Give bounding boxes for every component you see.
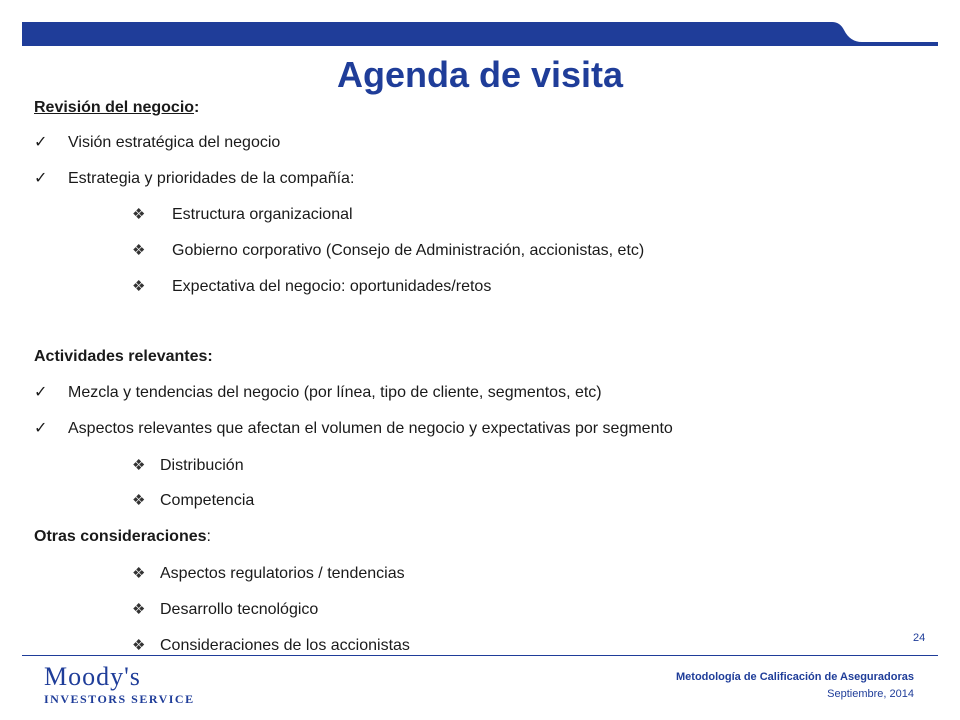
page-title: Agenda de visita bbox=[336, 54, 624, 95]
four-diamond-bullet-icon: ❖ bbox=[132, 565, 146, 582]
section-heading-revision: Revisión del negocio: bbox=[34, 99, 200, 116]
sub-list-item: ❖ Desarrollo tecnológico bbox=[132, 601, 319, 618]
sub-list-item: ❖ Aspectos regulatorios / tendencias bbox=[132, 565, 405, 582]
four-diamond-bullet-icon: ❖ bbox=[132, 637, 146, 654]
sub-list-item: ❖ Estructura organizacional bbox=[132, 206, 353, 223]
footer-divider bbox=[22, 655, 938, 656]
four-diamond-bullet-icon: ❖ bbox=[132, 278, 146, 295]
list-item: ✓ Estrategia y prioridades de la compañía: bbox=[34, 170, 355, 187]
sub-list-item: ❖ Gobierno corporativo (Consejo de Administración, accionistas, etc) bbox=[132, 242, 645, 259]
list-item: ✓ Visión estratégica del negocio bbox=[34, 134, 281, 151]
sub-list-item: ❖ Consideraciones de los accionistas bbox=[132, 637, 410, 654]
list-item: ✓ Aspectos relevantes que afectan el volumen de negocio y expectativas por segmento bbox=[34, 420, 673, 437]
checkmark-icon: ✓ bbox=[34, 420, 48, 437]
logo-wordmark: Moody's bbox=[44, 662, 141, 691]
four-diamond-bullet-icon: ❖ bbox=[132, 492, 146, 509]
section-heading-actividades: Actividades relevantes: bbox=[34, 348, 213, 365]
checkmark-icon: ✓ bbox=[34, 134, 48, 151]
list-item: ✓ Mezcla y tendencias del negocio (por línea, tipo de cliente, segmentos, etc) bbox=[34, 384, 602, 401]
sub-list-item: ❖ Competencia bbox=[132, 492, 255, 509]
four-diamond-bullet-icon: ❖ bbox=[132, 457, 146, 474]
four-diamond-bullet-icon: ❖ bbox=[132, 206, 146, 223]
checkmark-icon: ✓ bbox=[34, 384, 48, 401]
footer-date: Septiembre, 2014 bbox=[827, 688, 914, 700]
section-heading-otras: Otras consideraciones: bbox=[34, 528, 211, 545]
four-diamond-bullet-icon: ❖ bbox=[132, 242, 146, 259]
four-diamond-bullet-icon: ❖ bbox=[132, 601, 146, 618]
sub-list-item: ❖ Distribución bbox=[132, 457, 244, 474]
header-band bbox=[22, 22, 938, 46]
moodys-logo bbox=[44, 664, 195, 707]
logo-subtitle: INVESTORS SERVICE bbox=[44, 692, 195, 706]
sub-list-item: ❖ Expectativa del negocio: oportunidades/retos bbox=[132, 278, 492, 295]
page-number: 24 bbox=[913, 632, 926, 644]
footer-document-title: Metodología de Calificación de Aseguradoras bbox=[676, 671, 914, 683]
checkmark-icon: ✓ bbox=[34, 170, 48, 187]
